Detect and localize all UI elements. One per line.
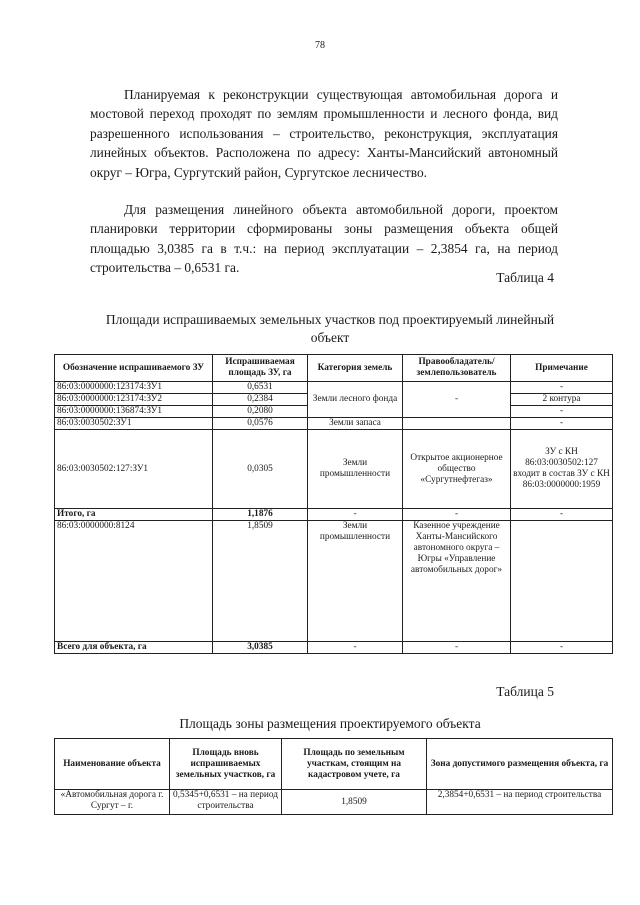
cell-grand-total-area: 3,0385 [213, 642, 308, 654]
table-header-row [55, 739, 613, 790]
cell-category: Земли лесного фонда [308, 382, 403, 418]
cell-object-name: «Автомобильная дорога г. Сургут – г. [55, 790, 170, 815]
cell-zu: 86:03:0000000:123174:ЗУ1 [55, 382, 213, 394]
table-row [55, 521, 613, 642]
page-number: 78 [315, 40, 325, 51]
header-zu: Обозначение испрашиваемого ЗУ [55, 355, 213, 382]
cell-zu: 86:03:0000000:123174:ЗУ2 [55, 394, 213, 406]
table-grand-total-row [55, 642, 613, 654]
table4-label: Таблица 4 [496, 270, 554, 285]
table-row [55, 418, 613, 430]
cell-owner: Открытое акционерное общество «Сургутнефтегаз» [403, 430, 511, 509]
cell-area: 0,0305 [213, 430, 308, 509]
cell-note [511, 521, 613, 642]
table-row [55, 382, 613, 394]
land-plots-table [54, 354, 613, 654]
header-zone: Зона допустимого размещения объекта, га [427, 739, 613, 790]
header-cadastral-area: Площадь по земельным участкам, стоящим на кадастровом учете, га [282, 739, 427, 790]
cell-note: ЗУ с КН 86:03:0030502:127 входит в состав ЗУ с КН 86:03:0000000:1959 [511, 430, 613, 509]
cell-owner [403, 418, 511, 430]
cell-owner: Казенное учреждение Ханты-Мансийского автономного округа – Югры «Управление автомобильных дорог» [403, 521, 511, 642]
cell-area: 0,2384 [213, 394, 308, 406]
cell-note: - [511, 406, 613, 418]
cell-zu: 86:03:0000000:136874:ЗУ1 [55, 406, 213, 418]
cell-zu: 86:03:0030502:127:ЗУ1 [55, 430, 213, 509]
cell-new-area: 0,5345+0,6531 – на период строительства [170, 790, 282, 815]
header-area: Испрашиваемая площадь ЗУ, га [213, 355, 308, 382]
cell-total-note: - [511, 509, 613, 521]
header-owner: Правообладатель/землепользователь [403, 355, 511, 382]
placement-zone-table [54, 738, 613, 815]
table4-title: Площади испрашиваемых земельных участков под проектируемый линейный объект [105, 312, 555, 345]
table-row [55, 430, 613, 509]
paragraph-description: Планируемая к реконструкции существующая автомобильная дорога и мостовой переход проходят по землям промышленности и лесного фонда, вид разрешенного использования – строительство, реконструкция, эксплуатация линейных объектов. Расположена по адресу: Ханты-Мансийский автономный округ – Югра, Сургутский район, Сургутское лесничество. [90, 87, 558, 180]
cell-area: 0,2080 [213, 406, 308, 418]
table5-title: Площадь зоны размещения проектируемого объекта [179, 716, 481, 731]
cell-grand-total-owner: - [403, 642, 511, 654]
cell-grand-total-note: - [511, 642, 613, 654]
cell-total-owner: - [403, 509, 511, 521]
cell-grand-total-label: Всего для объекта, га [55, 642, 213, 654]
table5-label: Таблица 5 [496, 684, 554, 699]
header-new-area: Площадь вновь испрашиваемых земельных участков, га [170, 739, 282, 790]
paragraph-zones: Для размещения линейного объекта автомобильной дороги, проектом планировки территории сформированы зоны размещения объекта общей площадью 3,0385 га в т.ч.: на период эксплуатации – 2,3854 га, на период строительства – 0,6531 га. [90, 202, 558, 276]
cell-zone: 2,3854+0,6531 – на период строительства [427, 790, 613, 815]
table-row [55, 790, 613, 815]
cell-area: 0,0576 [213, 418, 308, 430]
header-note: Примечание [511, 355, 613, 382]
cell-zu: 86:03:0000000:8124 [55, 521, 213, 642]
cell-note: 2 контура [511, 394, 613, 406]
header-object-name: Наименование объекта [55, 739, 170, 790]
cell-total-label: Итого, га [55, 509, 213, 521]
cell-owner: - [403, 382, 511, 418]
table-total-row [55, 509, 613, 521]
table-header-row [55, 355, 613, 382]
cell-category: Земли запаса [308, 418, 403, 430]
header-category: Категория земель [308, 355, 403, 382]
cell-note: - [511, 418, 613, 430]
cell-grand-total-category: - [308, 642, 403, 654]
cell-category: Земли промышленности [308, 430, 403, 509]
cell-area: 1,8509 [213, 521, 308, 642]
cell-total-area: 1,1876 [213, 509, 308, 521]
cell-zu: 86:03:0030502:ЗУ1 [55, 418, 213, 430]
cell-total-category: - [308, 509, 403, 521]
cell-area: 0,6531 [213, 382, 308, 394]
cell-category: Земли промышленности [308, 521, 403, 642]
cell-cadastral-area: 1,8509 [282, 790, 427, 815]
cell-note: - [511, 382, 613, 394]
